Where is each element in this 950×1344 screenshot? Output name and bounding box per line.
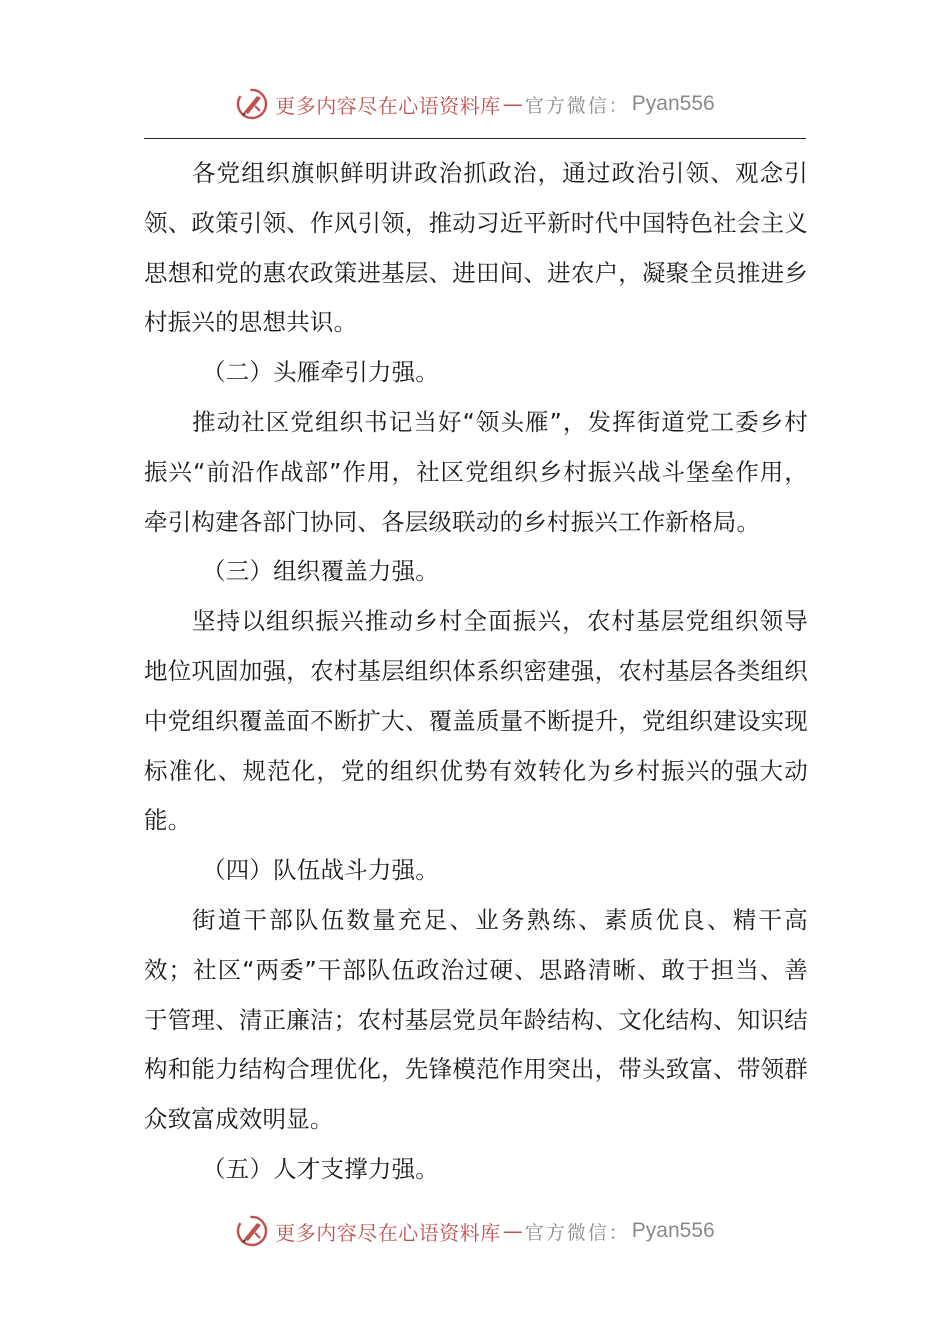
watermark-wechat-id: Pyan556 (631, 1219, 715, 1242)
watermark-wechat-label: 官方微信： (524, 1221, 630, 1244)
watermark-dash: — (502, 1219, 523, 1243)
quill-pen-logo-icon (235, 87, 269, 121)
quill-pen-logo-icon (235, 1214, 269, 1248)
section-heading-3: （三）组织覆盖力强。 (202, 557, 439, 586)
paragraph-1: 各党组织旗帜鲜明讲政治抓政治，通过政治引领、观念引领、政策引领、作风引领，推动习近平新时代中国特色社会主义思想和党的惠农政策进基层、进田间、进农户，凝聚全员推进乡村振兴的思想共识。 (144, 159, 808, 337)
footer-watermark (0, 1211, 950, 1251)
document-body (144, 149, 808, 1195)
section-heading-4: （四）队伍战斗力强。 (202, 856, 439, 885)
section-heading-5: （五）人才支撑力强。 (202, 1154, 439, 1183)
section-heading-2: （二）头雁牵引力强。 (202, 358, 439, 387)
watermark-wechat-id: Pyan556 (631, 92, 715, 115)
paragraph-4: 街道干部队伍数量充足、业务熟练、素质优良、精干高效；社区“两委”干部队伍政治过硬、思路清晰、敢于担当、善于管理、清正廉洁；农村基层党员年龄结构、文化结构、知识结构和能力结构合理优化，先锋模范作用突出，带头致富、带领群众致富成效明显。 (144, 905, 808, 1134)
watermark-dash: — (502, 92, 523, 116)
watermark-title: 更多内容尽在心语资料库 (275, 1220, 501, 1245)
watermark-title: 更多内容尽在心语资料库 (275, 93, 501, 118)
watermark-wechat-label: 官方微信： (524, 94, 630, 117)
paragraph-2: 推动社区党组织书记当好“领头雁”，发挥街道党工委乡村振兴“前沿作战部”作用，社区党组织乡村振兴战斗堡垒作用，牵引构建各部门协同、各层级联动的乡村振兴工作新格局。 (144, 407, 808, 536)
header-divider (144, 138, 806, 139)
paragraph-3: 坚持以组织振兴推动乡村全面振兴，农村基层党组织领导地位巩固加强，农村基层组织体系织密建强，农村基层各类组织中党组织覆盖面不断扩大、覆盖质量不断提升，党组织建设实现标准化、规范化，党的组织优势有效转化为乡村振兴的强大动能。 (144, 607, 808, 835)
header-watermark (0, 84, 950, 124)
